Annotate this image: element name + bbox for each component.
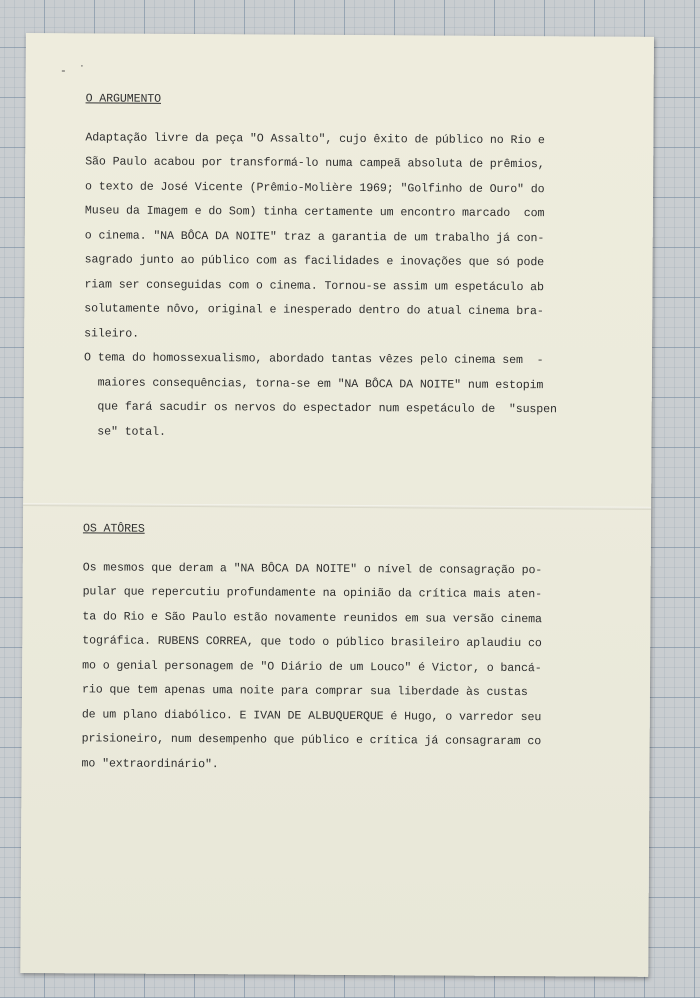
paper-fold-crease: [23, 503, 651, 510]
text-line: mo "extraordinário".: [81, 756, 219, 771]
section-atores: [81, 517, 623, 779]
text-line: riam ser conseguidas com o cinema. Tornou-se assim um espetáculo ab: [84, 277, 544, 294]
section-argumento: [83, 87, 625, 447]
text-line: rio que tem apenas uma noite para comprar sua liberdade às custas: [81, 683, 528, 700]
text-line: de um plano diabólico. E IVAN DE ALBUQUERQUE é Hugo, o varredor seu: [81, 707, 542, 724]
text-line: prisioneiro, num desempenho que público e crítica já consagraram co: [81, 732, 542, 749]
text-line: sileiro.: [84, 326, 140, 341]
text-line: o texto de José Vicente (Prêmio-Molière 1969; "Golfinho de Ouro" do: [85, 179, 545, 196]
text-line: que fará sacudir os nervos do espectador num espetáculo de "suspen: [83, 400, 557, 417]
section-atores-text: [81, 556, 622, 780]
pen-marks: - ˙: [59, 63, 88, 78]
section-argumento-text: [83, 126, 625, 448]
text-line: O tema do homossexualismo, abordado tantas vêzes pelo cinema sem -: [83, 351, 544, 368]
section-heading-argumento: O ARGUMENTO: [85, 92, 162, 106]
text-line: mo o genial personagem de "O Diário de um Louco" é Victor, o bancá-: [82, 658, 542, 675]
section-heading-atores: OS ATÔRES: [82, 522, 145, 536]
text-line: São Paulo acabou por transformá-lo numa campeã absoluta de prêmios,: [85, 155, 545, 172]
text-line: pular que repercutiu profundamente na opinião da crítica mais aten-: [82, 585, 543, 602]
text-line: Adaptação livre da peça "O Assalto", cujo êxito de público no Rio e: [85, 130, 545, 147]
typewritten-page: [20, 33, 654, 977]
text-line: maiores consequências, torna-se em "NA BÔCA DA NOITE" num estopim: [83, 375, 544, 392]
text-line: Museu da Imagem e do Som) tinha certamente um encontro marcado com: [84, 204, 545, 221]
text-line: se" total.: [83, 424, 166, 439]
text-line: tográfica. RUBENS CORREA, que todo o público brasileiro aplaudiu co: [82, 634, 542, 651]
document-body: [81, 87, 625, 771]
text-line: Os mesmos que deram a "NA BÔCA DA NOITE" o nível de consagração po-: [82, 560, 543, 577]
text-line: sagrado junto ao público com as facilidades e inovações que só pode: [84, 253, 545, 270]
text-line: solutamente nôvo, original e inesperado dentro do atual cinema bra-: [84, 302, 544, 319]
text-line: ta do Rio e São Paulo estão novamente reunidos em sua versão cinema: [82, 609, 542, 626]
text-line: o cinema. "NA BÔCA DA NOITE" traz a garantia de um trabalho já con-: [84, 228, 545, 245]
